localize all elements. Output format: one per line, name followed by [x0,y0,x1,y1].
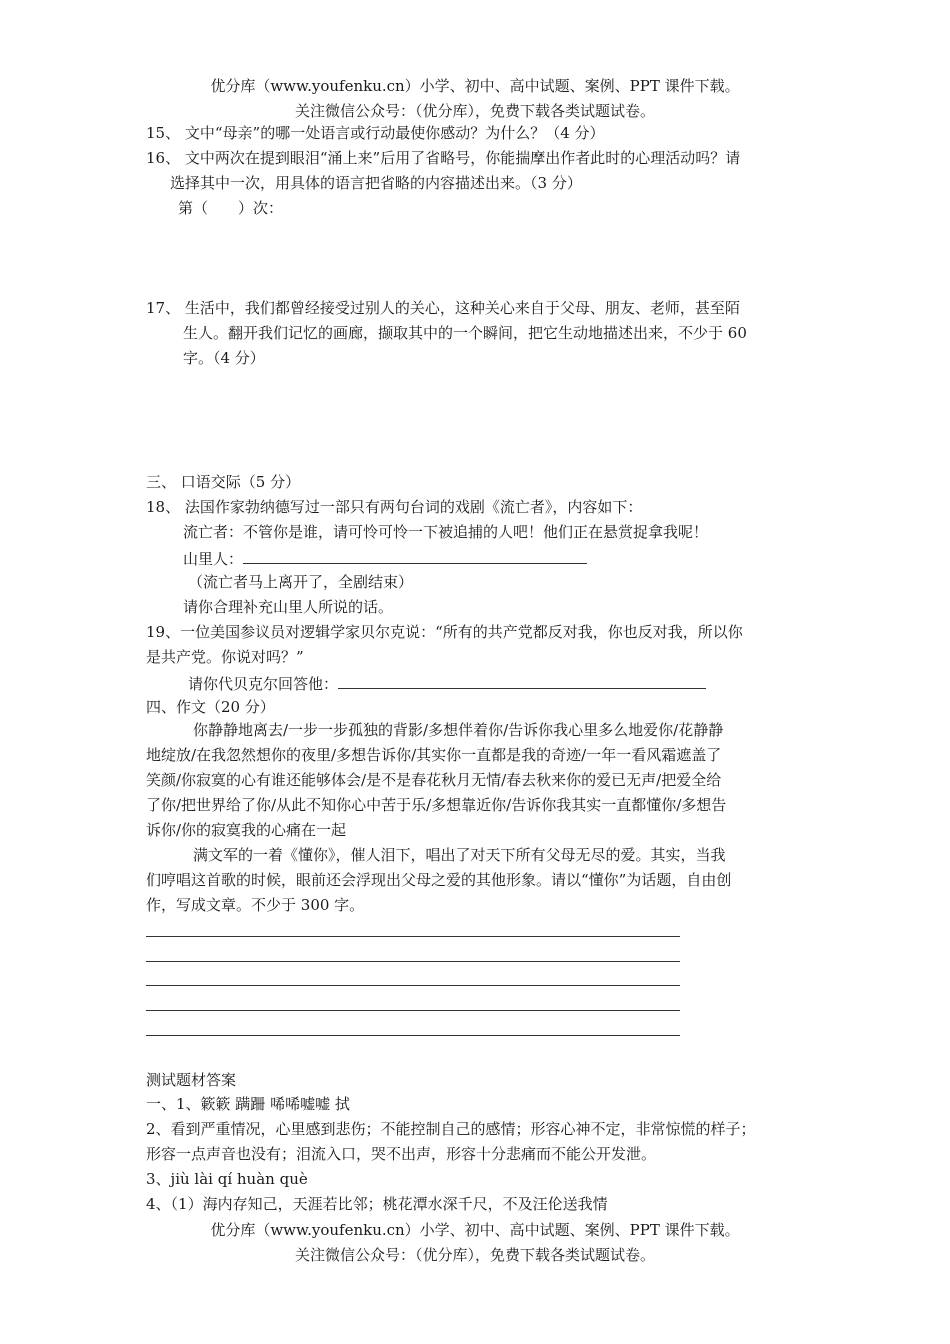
answer-2-line-1: 2、看到严重情况，心里感到悲伤；不能控制自己的感情；形容心神不定，非常惊慌的样子； [146,1120,756,1138]
essay-writing-line[interactable] [146,936,680,937]
essay-prompt-line: 满文军的一着《懂你》，催人泪下，唱出了对天下所有父母无尽的爱。其实，当我 [193,846,726,864]
lyrics-line: 你静静地离去/一步一步孤独的背影/多想伴着你/告诉你我心里多么地爱你/花静静 [193,721,724,739]
question-18-prompt: 请你合理补充山里人所说的话。 [183,598,394,616]
question-16-line-2: 选择其中一次，用具体的语言把省略的内容描述出来。（3 分） [170,174,582,192]
question-19-prompt: 请你代贝克尔回答他： [188,675,339,693]
question-17-line-3: 字。（4 分） [183,349,265,367]
question-16-line-1: 16、 文中两次在提到眼泪“涌上来”后用了省略号，你能揣摩出作者此时的心理活动吗？请 [146,149,741,167]
section-3-heading: 三、 口语交际（5 分） [146,473,301,491]
essay-writing-line[interactable] [146,985,680,986]
question-17-line-2: 生人。翻开我们记忆的画廊，撷取其中的一个瞬间，把它生动地描述出来，不少于 60 [183,324,747,342]
question-18-mountain-line [183,547,587,569]
question-19-line-1: 19、一位美国参议员对逻辑学家贝尔克说：“所有的共产党都反对我，你也反对我，所以你 [146,623,743,641]
question-18-stage-direction: （流亡者马上离开了，全剧结束） [188,573,414,591]
footer-line-1: 优分库（www.youfenku.cn）小学、初中、高中试题、案例、PPT 课件下载。 [210,1221,740,1239]
question-18-exile-line: 流亡者：不管你是谁，请可怜可怜一下被追捕的人吧！他们正在悬赏捉拿我呢！ [183,523,709,541]
answer-3: 3、jiù lài qí huàn què [146,1170,308,1188]
essay-writing-line[interactable] [146,1010,680,1011]
question-19-answer-blank[interactable] [338,672,706,689]
question-15: 15、 文中“母亲”的哪一处语言或行动最使你感动？为什么？（4 分） [146,124,605,142]
question-18-mountain-label: 山里人： [183,550,244,568]
question-19-prompt-line [188,672,706,694]
header-line-1: 优分库（www.youfenku.cn）小学、初中、高中试题、案例、PPT 课件下载。 [210,77,740,95]
lyrics-line: 地绽放/在我忽然想你的夜里/多想告诉你/其实你一直都是我的奇迹/一年一看风霜遮盖了 [146,746,722,764]
answers-title: 测试题材答案 [146,1071,237,1089]
essay-writing-line[interactable] [146,1035,680,1036]
question-19-line-2: 是共产党。你说对吗？” [146,648,304,666]
lyrics-line: 笑颜/你寂寞的心有谁还能够体会/是不是春花秋月无情/春去秋来你的爱已无声/把爱全给 [146,771,722,789]
answer-1: 一、1、簌簌 蹒跚 唏唏嘘嘘 拭 [146,1095,350,1113]
question-17-line-1: 17、 生活中，我们都曾经接受过别人的关心，这种关心来自于父母、朋友、老师，甚至陌 [146,299,740,317]
question-18-line-1: 18、 法国作家勃纳德写过一部只有两句台词的戏剧《流亡者》，内容如下： [146,498,643,516]
footer-line-2: 关注微信公众号：（优分库），免费下载各类试题试卷。 [294,1246,655,1264]
essay-prompt-line: 们哼唱这首歌的时候，眼前还会浮现出父母之爱的其他形象。请以“懂你”为话题，自由创 [146,871,732,889]
lyrics-line: 诉你/你的寂寞我的心痛在一起 [146,821,347,839]
essay-writing-line[interactable] [146,961,680,962]
lyrics-line: 了你/把世界给了你/从此不知你心中苦于乐/多想靠近你/告诉你我其实一直都懂你/多想告 [146,796,727,814]
essay-prompt-line: 作，写成文章。不少于 300 字。 [146,896,365,914]
answer-2-line-2: 形容一点声音也没有；泪流入口，哭不出声，形容十分悲痛而不能公开发泄。 [146,1145,657,1163]
section-4-heading: 四、作文（20 分） [146,698,275,716]
answer-4: 4、（1）海内存知己，天涯若比邻；桃花潭水深千尺，不及汪伦送我情 [146,1195,608,1213]
question-18-answer-blank[interactable] [243,547,587,564]
question-16-answer-label: 第（ ）次： [178,199,284,217]
header-line-2: 关注微信公众号：（优分库），免费下载各类试题试卷。 [294,102,655,120]
